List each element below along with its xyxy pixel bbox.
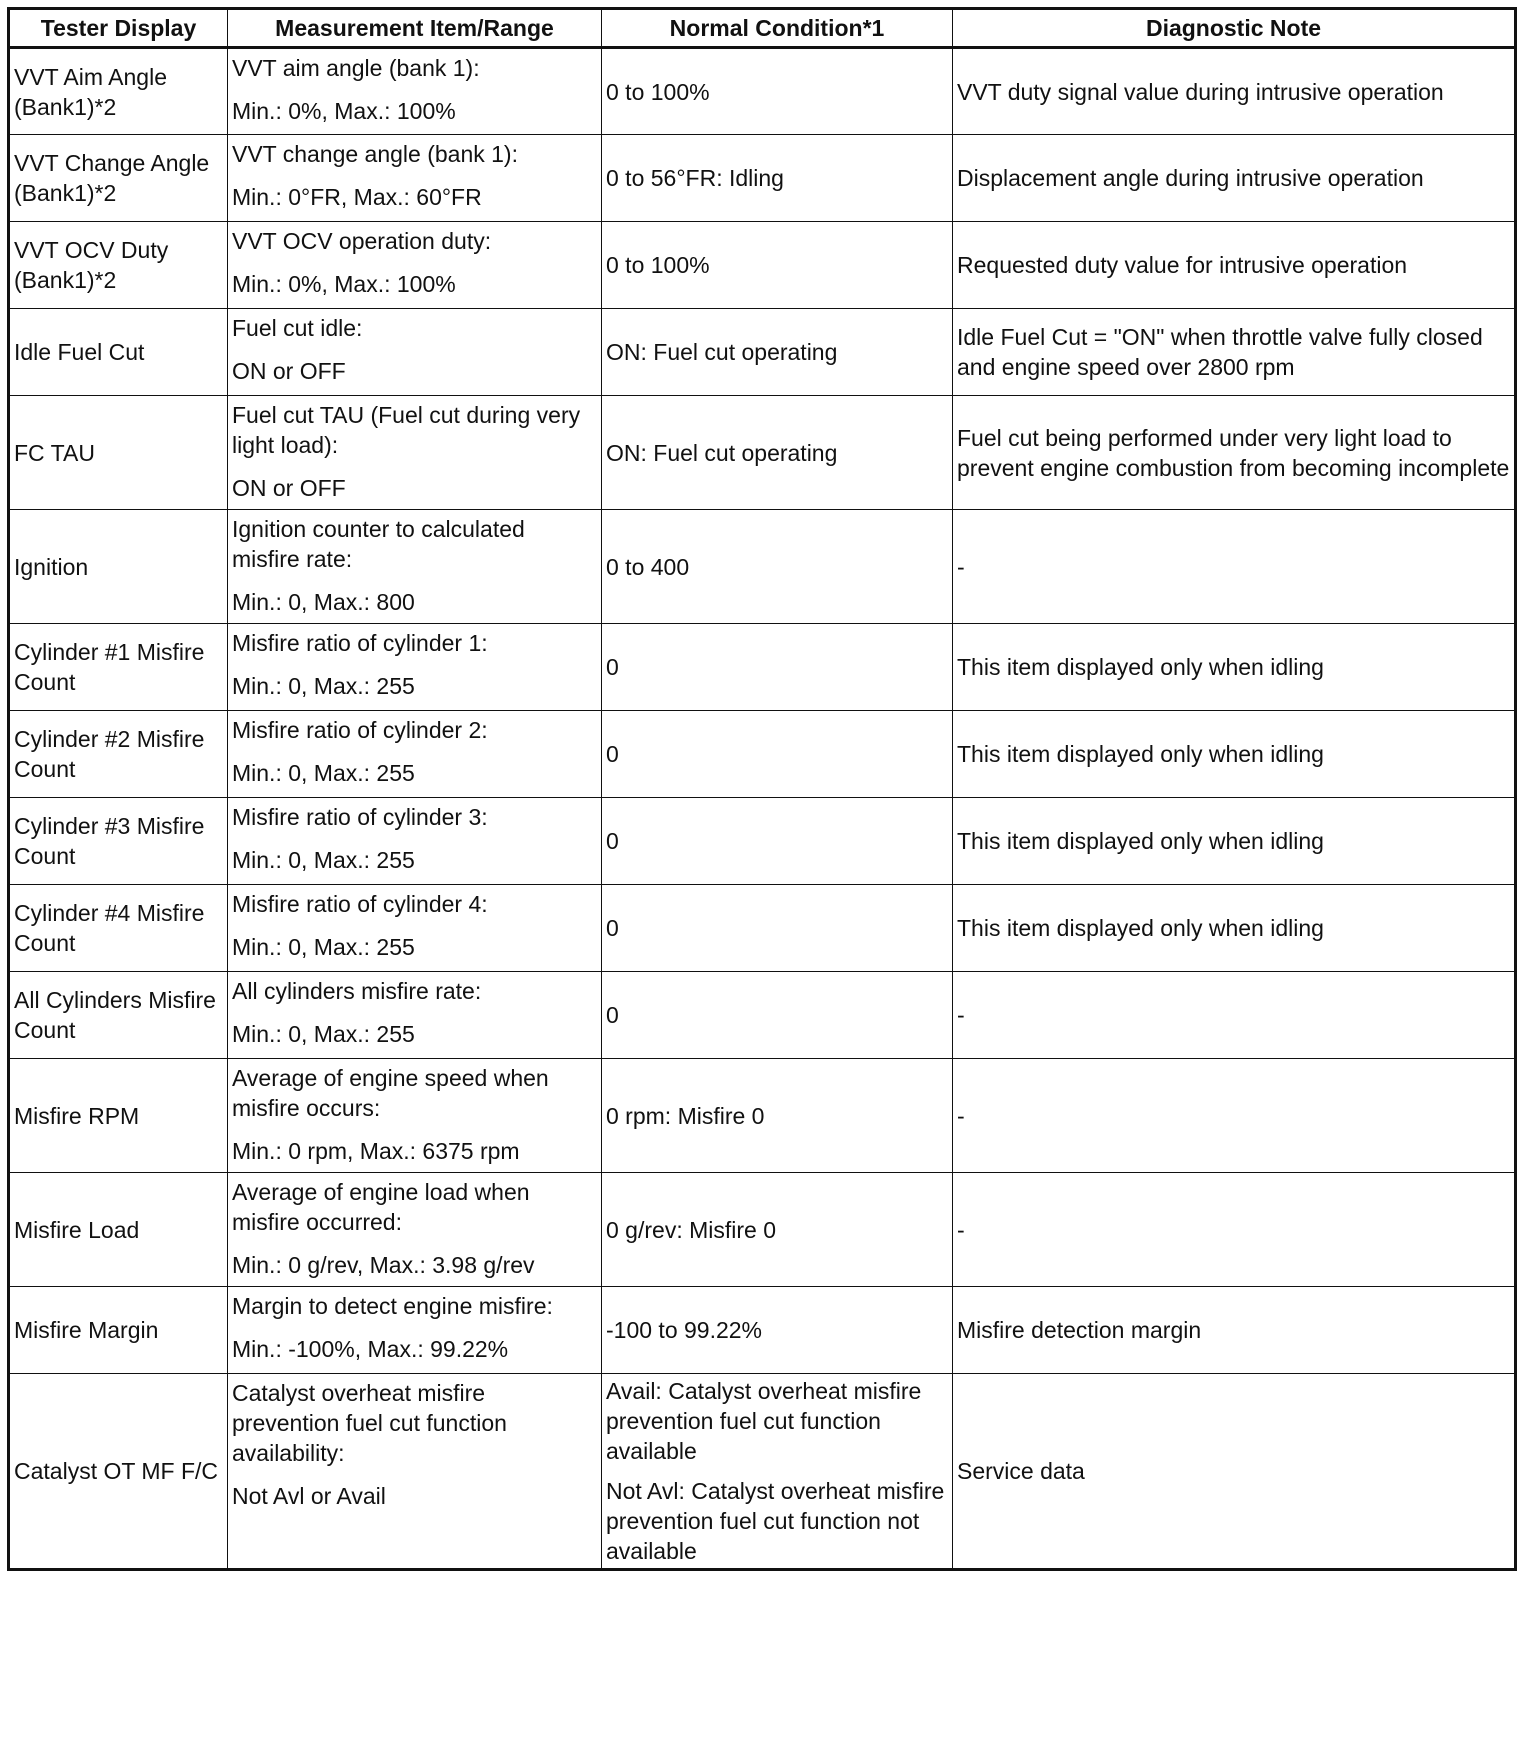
normal-condition-cell	[602, 510, 953, 624]
table-row	[9, 222, 1516, 309]
measurement-item: Average of engine load when misfire occurred:	[232, 1179, 530, 1235]
tester-display-cell: All Cylinders Misfire Count	[9, 972, 228, 1059]
measurement-item: Margin to detect engine misfire:	[232, 1293, 553, 1319]
table-row	[9, 972, 1516, 1059]
measurement-cell	[228, 1287, 602, 1374]
tester-display-cell: FC TAU	[9, 396, 228, 510]
header-tester-display: Tester Display	[9, 9, 228, 48]
normal-condition-cell	[602, 711, 953, 798]
measurement-item: VVT aim angle (bank 1):	[232, 55, 480, 81]
diagnostic-note-cell: Idle Fuel Cut = "ON" when throttle valve fully closed and engine speed over 2800 rpm	[953, 309, 1516, 396]
measurement-item: All cylinders misfire rate:	[232, 978, 482, 1004]
measurement-cell	[228, 222, 602, 309]
normal-condition-text: 0	[606, 828, 619, 854]
normal-condition-text: 0 to 100%	[606, 78, 710, 105]
measurement-item: Misfire ratio of cylinder 3:	[232, 804, 488, 830]
measurement-cell	[228, 1173, 602, 1287]
measurement-range: Min.: 0, Max.: 800	[232, 589, 415, 615]
table-row	[9, 711, 1516, 798]
measurement-cell	[228, 48, 602, 135]
header-normal-condition: Normal Condition*1	[602, 9, 953, 48]
table-row	[9, 624, 1516, 711]
header-row	[9, 9, 1516, 48]
table-row	[9, 1374, 1516, 1570]
diagnostic-note-cell: This item displayed only when idling	[953, 798, 1516, 885]
normal-condition-text: ON: Fuel cut operating	[606, 339, 838, 365]
tester-display-cell: Ignition	[9, 510, 228, 624]
diagnostic-note-cell: Requested duty value for intrusive operation	[953, 222, 1516, 309]
diagnostic-note-cell: -	[953, 1059, 1516, 1173]
diagnostic-note-cell: -	[953, 972, 1516, 1059]
normal-condition-text: 0	[606, 1002, 619, 1028]
diagnostic-note-cell: Displacement angle during intrusive operation	[953, 135, 1516, 222]
tester-display-cell: VVT Change Angle (Bank1)*2	[9, 135, 228, 222]
measurement-item: Catalyst overheat misfire prevention fuel cut function availability:	[232, 1380, 507, 1466]
measurement-range: Min.: 0, Max.: 255	[232, 673, 415, 699]
measurement-item: Fuel cut TAU (Fuel cut during very light load):	[232, 402, 581, 458]
measurement-item: Average of engine speed when misfire occurs:	[232, 1065, 549, 1121]
table-row	[9, 885, 1516, 972]
normal-condition-cell	[602, 885, 953, 972]
tester-display-cell: Misfire Load	[9, 1173, 228, 1287]
measurement-range: Min.: -100%, Max.: 99.22%	[232, 1336, 509, 1362]
measurement-item: Misfire ratio of cylinder 4:	[232, 891, 488, 917]
table-row	[9, 510, 1516, 624]
table-row	[9, 1287, 1516, 1374]
normal-condition-cell	[602, 396, 953, 510]
normal-condition-text: 0 to 400	[606, 553, 690, 580]
diagnostic-note-cell: VVT duty signal value during intrusive operation	[953, 48, 1516, 135]
normal-condition-cell	[602, 309, 953, 396]
normal-condition-text: 0 to 56°FR: Idling	[606, 165, 784, 191]
measurement-item: VVT OCV operation duty:	[232, 228, 492, 254]
diagnostic-note-cell: This item displayed only when idling	[953, 624, 1516, 711]
normal-condition-text: 0 to 100%	[606, 252, 710, 278]
tester-display-cell: Misfire RPM	[9, 1059, 228, 1173]
tester-display-cell: Cylinder #2 Misfire Count	[9, 711, 228, 798]
normal-condition-text: Avail: Catalyst overheat misfire prevention fuel cut function available	[606, 1378, 922, 1464]
measurement-range: Min.: 0 g/rev, Max.: 3.98 g/rev	[232, 1252, 535, 1278]
measurement-item: Fuel cut idle:	[232, 315, 363, 341]
measurement-cell	[228, 798, 602, 885]
table-row	[9, 396, 1516, 510]
tester-display-cell: Idle Fuel Cut	[9, 309, 228, 396]
measurement-item: Misfire ratio of cylinder 2:	[232, 717, 488, 743]
diagnostic-note-cell: Fuel cut being performed under very light load to prevent engine combustion from becoming incomplete	[953, 396, 1516, 510]
measurement-item: Misfire ratio of cylinder 1:	[232, 630, 488, 656]
header-diagnostic-note: Diagnostic Note	[953, 9, 1516, 48]
measurement-cell	[228, 135, 602, 222]
normal-condition-cell	[602, 135, 953, 222]
measurement-cell	[228, 1374, 602, 1570]
table-row	[9, 309, 1516, 396]
diagnostic-note-cell: -	[953, 510, 1516, 624]
measurement-item: VVT change angle (bank 1):	[232, 141, 518, 167]
header-measurement-item: Measurement Item/Range	[228, 9, 602, 48]
table-row	[9, 135, 1516, 222]
tester-display-cell: VVT OCV Duty (Bank1)*2	[9, 222, 228, 309]
measurement-item: Ignition counter to calculated misfire rate:	[232, 516, 525, 572]
measurement-cell	[228, 510, 602, 624]
measurement-range: Min.: 0%, Max.: 100%	[232, 98, 456, 124]
normal-condition-text: 0 rpm: Misfire 0	[606, 1102, 765, 1129]
normal-condition-cell	[602, 1374, 953, 1570]
measurement-range: Min.: 0, Max.: 255	[232, 847, 415, 873]
measurement-cell	[228, 309, 602, 396]
diagnostic-note-cell: -	[953, 1173, 1516, 1287]
normal-condition-cell	[602, 222, 953, 309]
data-list-table	[7, 7, 1517, 1571]
diagnostic-note-cell: This item displayed only when idling	[953, 711, 1516, 798]
measurement-range: Min.: 0, Max.: 255	[232, 1021, 415, 1047]
measurement-cell	[228, 1059, 602, 1173]
measurement-range: Min.: 0°FR, Max.: 60°FR	[232, 184, 482, 210]
measurement-range: Min.: 0 rpm, Max.: 6375 rpm	[232, 1138, 520, 1164]
table-body	[9, 48, 1516, 1570]
table-row	[9, 1059, 1516, 1173]
normal-condition-cell	[602, 624, 953, 711]
normal-condition-text: 0	[606, 915, 619, 941]
measurement-cell	[228, 711, 602, 798]
measurement-cell	[228, 396, 602, 510]
table-row	[9, 48, 1516, 135]
measurement-cell	[228, 972, 602, 1059]
normal-condition-text: 0 g/rev: Misfire 0	[606, 1216, 776, 1243]
diagnostic-note-cell: This item displayed only when idling	[953, 885, 1516, 972]
tester-display-cell: Cylinder #1 Misfire Count	[9, 624, 228, 711]
normal-condition-cell	[602, 1173, 953, 1287]
normal-condition-cell	[602, 1059, 953, 1173]
normal-condition-text: Not Avl: Catalyst overheat misfire prevention fuel cut function not available	[606, 1478, 945, 1564]
measurement-cell	[228, 885, 602, 972]
normal-condition-text: ON: Fuel cut operating	[606, 439, 838, 466]
measurement-range: Min.: 0, Max.: 255	[232, 760, 415, 786]
diagnostic-note-cell: Misfire detection margin	[953, 1287, 1516, 1374]
tester-display-cell: Misfire Margin	[9, 1287, 228, 1374]
measurement-range: ON or OFF	[232, 358, 346, 384]
tester-display-cell: Cylinder #3 Misfire Count	[9, 798, 228, 885]
normal-condition-cell	[602, 48, 953, 135]
measurement-range: Min.: 0, Max.: 255	[232, 934, 415, 960]
tester-display-cell: VVT Aim Angle (Bank1)*2	[9, 48, 228, 135]
normal-condition-text: 0	[606, 654, 619, 680]
tester-display-cell: Cylinder #4 Misfire Count	[9, 885, 228, 972]
measurement-range: ON or OFF	[232, 475, 346, 501]
measurement-range: Min.: 0%, Max.: 100%	[232, 271, 456, 297]
normal-condition-text: 0	[606, 741, 619, 767]
tester-display-cell: Catalyst OT MF F/C	[9, 1374, 228, 1570]
measurement-cell	[228, 624, 602, 711]
table-row	[9, 1173, 1516, 1287]
normal-condition-cell	[602, 972, 953, 1059]
measurement-range: Not Avl or Avail	[232, 1483, 386, 1509]
normal-condition-cell	[602, 798, 953, 885]
normal-condition-cell	[602, 1287, 953, 1374]
table-row	[9, 798, 1516, 885]
diagnostic-note-cell: Service data	[953, 1374, 1516, 1570]
normal-condition-text: -100 to 99.22%	[606, 1317, 763, 1343]
